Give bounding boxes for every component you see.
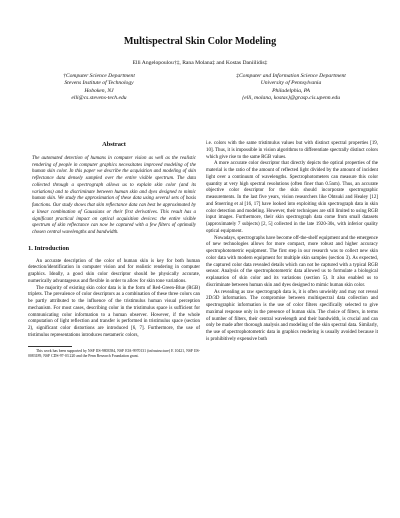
affiliation-left [14,73,184,102]
affiliation-left-dept: †Computer Science Department [63,73,135,79]
body-paragraph: As revealing as raw spectrograph data is, it is often unwieldy and may not reveal 2D/3D information. The compromise between multispectral data collection and spectrographic information is the use of color filters specifically selected to give maximal response only in the presence of human skin. The choice of filters, in terms of number of filters, their central wavelength and their bandwidth, is crucial and can only be made after thorough analysis and modeling of the skin spectral data. Similarly, the use of spectrophotometric data in graphics rendering is usually avoided because it is prohibitively expensive both [206,289,378,342]
affiliation-right-email: {elli, molana, kostas}@grasp.cis.upenn.edu [241,94,341,101]
paper-title: Multispectral Skin Color Modeling [123,36,277,47]
author-list: Elli Angelopoulou†‡, Rana Molana‡ and Kostas Daniilidis‡ [132,60,268,66]
right-column [206,141,378,344]
affiliation-right-dept: ‡Computer and Information Science Department [236,73,346,79]
affiliation-right-city: Philadelphia, PA [272,87,310,94]
abstract-body: The automated detection of humans in computer vision as well as the realistic rendering of people in computer graphics necessitates improved modeling of the human skin color. In this paper we describe the acquisition and modeling of skin reflectance data densely sampled over the entire visible spectrum. The data collected through a spectrograph allows us to explain skin color (and its variations) and to discriminate between human skin and dyes designed to mimic human skin. We study the approximation of these data using several sets of basis functions. Our study shows that skin reflectance data can best be approximated by a linear combination of Gaussians or their first derivatives. This result has a significant practical impact on optical acquisition devices: the entire visible spectrum of skin reflectance can now be captured with a few filters of optimally chosen central wavelengths and bandwidth. [32,155,196,235]
body-paragraph: Nowadays, spectrographs have become off-the-shelf equipment and the emergence of new technologies allows for more compact, more robust and higher accuracy spectrophotometric equipment. The first step in our research was to collect new skin color data with modern equipment for multiple skin samples (section 3). As expected, the captured color data revealed details which can not be captured with a typical RGB sensor. Analysis of the spectrophotometric data allowed us to formulate a biological explanation of skin color and its variations (section 5). It also enabled us to discriminate between human skin and dyes designed to mimic human skin color. [206,235,378,288]
intro-paragraph: The majority of existing skin color data is in the form of Red-Green-Blue (RGB) triplets. The prevalence of color descriptors as a combination of these three colors can be partly attributed to the influence of the tristimulus human visual perception mechanism. For most cases, describing color in the tristimulus space is sufficient for communicating color information to a human observer. However, if the whole computation of light reflection and transfer is performed in tristimulus space (section 2), significant color distortions are introduced [6, 7]. Furthermore, the use of tristimulus representations introduces metameric colors, [28,285,200,338]
affiliation-left-institution: Stevens Institute of Technology [64,80,134,87]
affiliation-right [206,73,376,102]
body-paragraph: A more accurate color descriptor that directly depicts the optical properties of the material is the ratio of the amount of reflected light divided by the amount of incident light over a continuum of wavelengths. Spectrophotometers can measure this color quantity at very high spectral resolutions (often finer than 0.5nm). Thus, an accurate objective color descriptor for the skin should incorporate spectrographic measurements. In the last five years, vision researchers like Ohtsuki and Healey [12] and Stoerring et al [16, 17] have looked into exploiting skin spectrograph data in skin color detection and modeling. However, their techniques are still limited to using RGB input images. Furthermore, their skin spectrograph data come from small datasets (approximately 7 subjects) [2, 5] collected in the late 1920-30s, with inferior quality optical equipment. [206,161,378,234]
footnote-divider [28,346,72,347]
abstract-heading: Abstract [102,141,126,148]
left-column [28,142,200,359]
intro-paragraph: An accurate description of the color of human skin is key for both human detection/identification in computer vision and for realistic rendering in computer graphics. Ideally, a good skin color descriptor should be physically accurate, numerically advantageous and flexible in order to allow for skin tone variations. [28,258,200,284]
affiliation-left-city: Hoboken, NJ [84,87,114,94]
affiliation-left-email: elli@cs.stevens-tech.edu [71,94,127,101]
footnote: This work has been supported by NSF IIS-9803584, NSF EIA-9970131 (infrastructure) E 10421, NSF IIS-0083189, NSF CDS-97-03 220 and the Penn Research Foundation grant. [28,348,200,358]
affiliation-right-institution: University of Pennsylvania [260,80,322,87]
body-paragraph: i.e. colors with the same tristimulus values but with distinct spectral properties [19, 10]. Thus, it is impossible in vision algorithms to differentiate spectrally distinct colors which give rise to the same RGB values. [206,141,378,160]
section-heading-introduction: 1. Introduction [28,244,70,252]
